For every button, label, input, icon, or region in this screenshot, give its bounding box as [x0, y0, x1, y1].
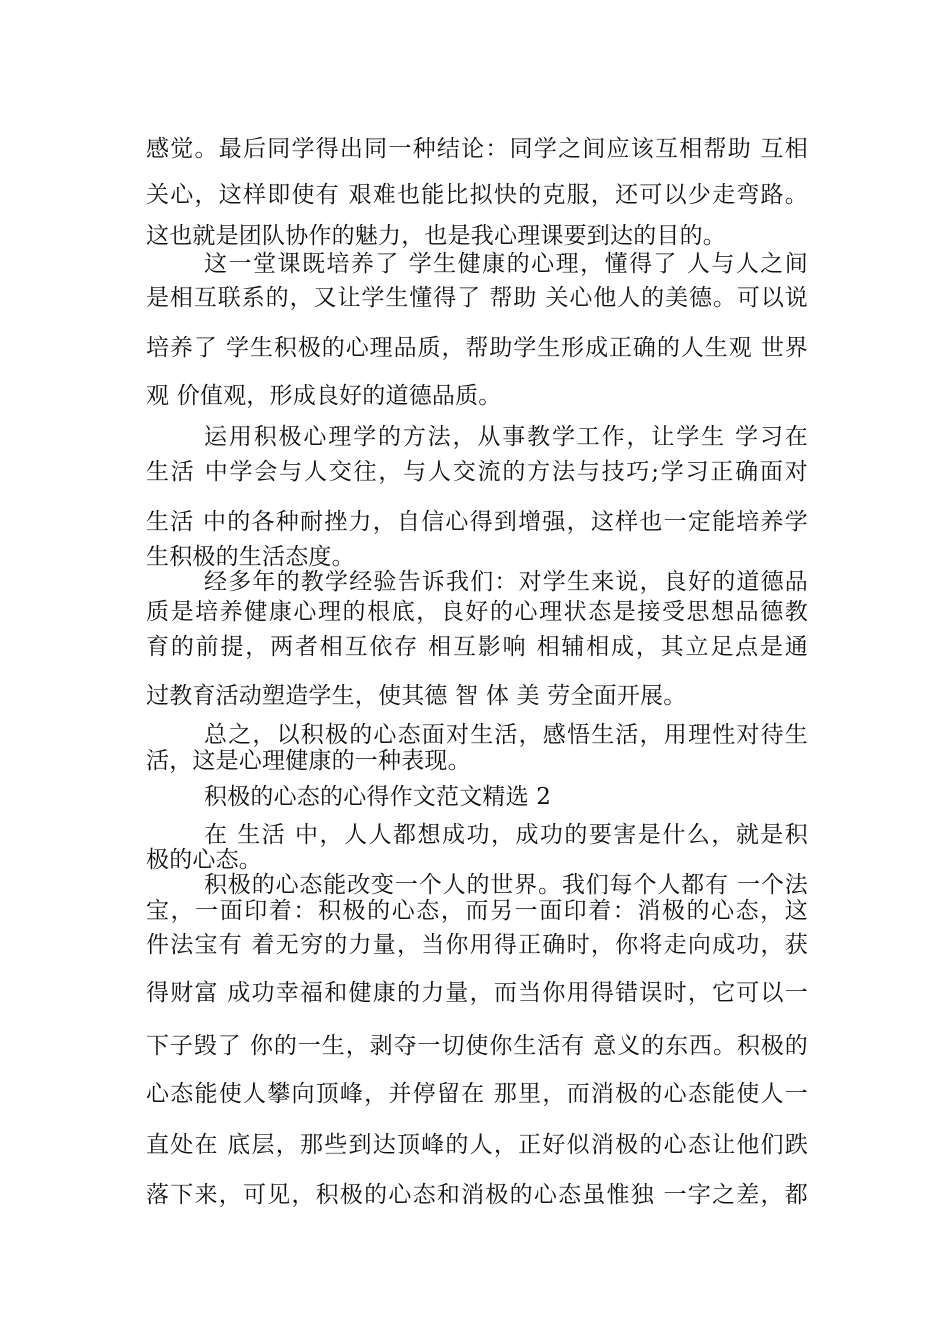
text-line-14: 育的前提，两者相互依存 相互影响 相辅相成，其立足点是通: [146, 634, 808, 660]
text-line-22: 宝，一面印着：积极的心态，而另一面印着：消极的心态，这: [146, 898, 808, 924]
text-line-12: 经多年的教学经验告诉我们：对学生来说，良好的道德品: [204, 569, 808, 595]
text-line-23: 件法宝有 着无穷的力量，当你用得正确时，你将走向成功，获: [146, 932, 808, 958]
text-line-13: 质是培养健康心理的根底，良好的心理状态是接受思想品德教: [146, 599, 808, 625]
text-line-28: 落下来，可见，积极的心态和消极的心态虽惟独 一字之差，都: [146, 1182, 808, 1208]
text-line-19: 在 生活 中，人人都想成功，成功的要害是什么，就是积: [204, 822, 808, 848]
text-line-8: 运用积极心理学的方法，从事教学工作，让学生 学习在: [204, 424, 808, 450]
text-line-25: 下子毁了 你的一生，剥夺一切使你生活有 意义的东西。积极的: [146, 1033, 808, 1059]
text-line-3: 这也就是团队协作的魅力，也是我心理课要到达的目的。: [146, 223, 726, 249]
text-line-10: 生活 中的各种耐挫力，自信心得到增强，这样也一定能培养学: [146, 509, 808, 535]
text-line-9: 生活 中学会与人交往，与人交流的方法与技巧;学习正确面对: [146, 459, 808, 485]
text-line-26: 心态能使人攀向顶峰，并停留在 那里，而消极的心态能使人一: [146, 1081, 808, 1107]
text-line-2: 关心，这样即使有 艰难也能比拟快的克服，还可以少走弯路。: [146, 182, 808, 208]
text-line-20: 极的心态。: [146, 847, 262, 873]
text-line-24: 得财富 成功幸福和健康的力量，而当你用得错误时，它可以一: [146, 980, 808, 1006]
text-line-7: 观 价值观，形成良好的道德品质。: [146, 383, 502, 409]
text-line-21: 积极的心态能改变一个人的世界。我们每个人都有 一个法: [204, 872, 808, 898]
text-line-1: 感觉。最后同学得出同一种结论：同学之间应该互相帮助 互相: [146, 136, 808, 162]
text-line-11: 生积极的生活态度。: [146, 544, 355, 570]
text-line-5: 是相互联系的，又让学生懂得了 帮助 关心他人的美德。可以说: [146, 285, 808, 311]
text-line-27: 直处在 底层，那些到达顶峰的人，正好似消极的心态让他们跌: [146, 1132, 808, 1158]
text-line-4: 这一堂课既培养了 学生健康的心理，懂得了 人与人之间: [204, 251, 808, 277]
section-heading: 积极的心态的心得作文范文精选 2: [204, 784, 552, 810]
text-line-6: 培养了 学生积极的心理品质，帮助学生形成正确的人生观 世界: [146, 335, 808, 361]
text-line-17: 活，这是心理健康的一种表现。: [146, 748, 471, 774]
text-line-16: 总之，以积极的心态面对生活，感悟生活，用理性对待生: [204, 722, 808, 748]
text-line-15: 过教育活动塑造学生，使其德 智 体 美 劳全面开展。: [146, 683, 687, 709]
